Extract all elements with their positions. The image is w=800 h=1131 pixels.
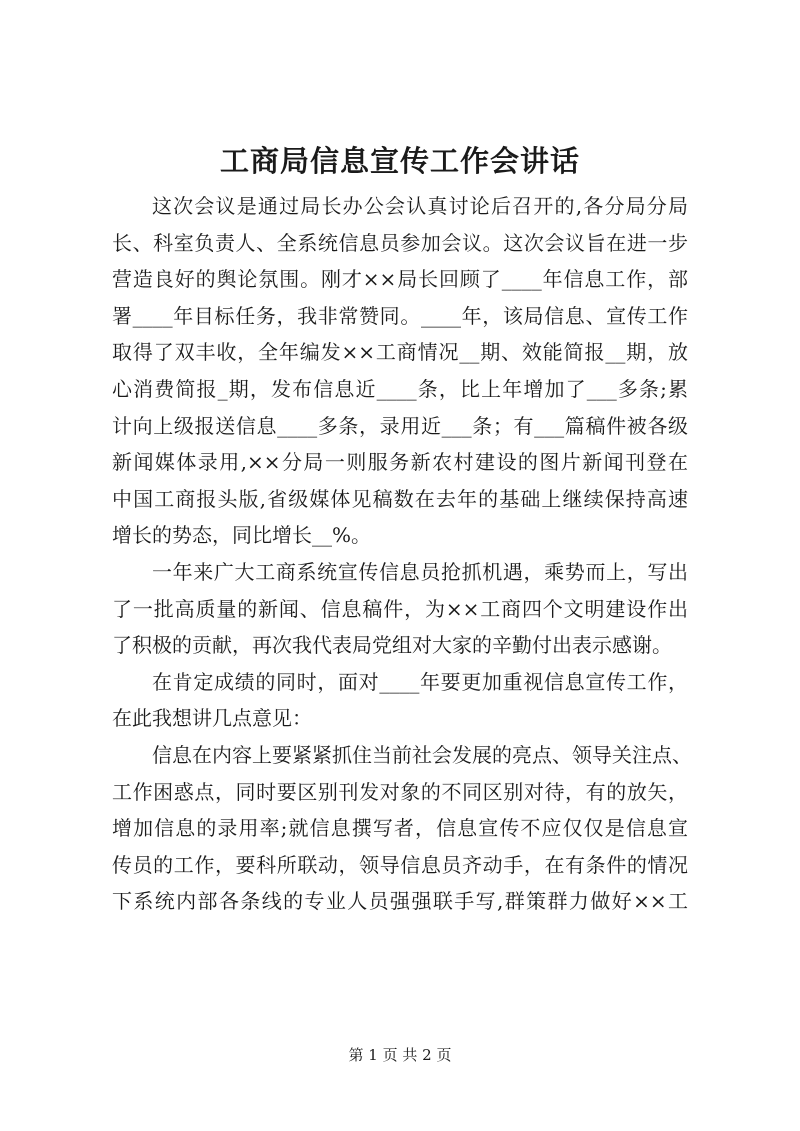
text-line: 长、科室负责人、全系统信息员参加会议。这次会议旨在进一步 xyxy=(112,230,688,255)
text-line: 在此我想讲几点意见： xyxy=(112,706,312,731)
text-line: 取得了双丰收，全年编发××工商情况__期、效能简报__期，放 xyxy=(112,340,688,365)
text-line: 了一批高质量的新闻、信息稿件，为××工商四个文明建设作出 xyxy=(112,596,688,621)
text-line: 新闻媒体录用,××分局一则服务新农村建设的图片新闻刊登在 xyxy=(112,450,688,475)
text-line: 心消费简报_期，发布信息近____条，比上年增加了___多条;累 xyxy=(112,376,688,401)
text-line: 信息在内容上要紧紧抓住当前社会发展的亮点、领导关注点、 xyxy=(152,742,692,767)
text-line: 一年来广大工商系统宣传信息员抢抓机遇，乘势而上，写出 xyxy=(152,559,688,584)
text-line: 传员的工作，要科所联动，领导信息员齐动手，在有条件的情况 xyxy=(112,852,688,877)
document-body xyxy=(112,188,692,920)
paragraph-3 xyxy=(112,664,688,737)
text-line: 署____年目标任务，我非常赞同。____年，该局信息、宣传工作 xyxy=(112,303,688,328)
paragraph-1 xyxy=(112,188,688,554)
text-line: 营造良好的舆论氛围。刚才××局长回顾了____年信息工作，部 xyxy=(112,267,688,292)
text-line: 这次会议是通过局长办公会认真讨论后召开的,各分局分局 xyxy=(152,194,688,218)
page-number-footer: 第 1 页 共 2 页 xyxy=(348,1046,452,1064)
text-line: 在肯定成绩的同时，面对____年要更加重视信息宣传工作， xyxy=(152,669,688,694)
text-line: 中国工商报头版,省级媒体见稿数在去年的基础上继续保持高速 xyxy=(112,486,688,511)
paragraph-2 xyxy=(112,554,688,664)
text-line: 计向上级报送信息____多条，录用近___条；有___篇稿件被各级 xyxy=(112,413,688,438)
text-line: 增长的势态，同比增长__%。 xyxy=(112,523,372,548)
paragraph-4 xyxy=(112,737,692,920)
text-line: 了积极的贡献，再次我代表局党组对大家的辛勤付出表示感谢。 xyxy=(112,633,672,658)
document-title: 工商局信息宣传工作会讲话 xyxy=(219,144,580,178)
text-line: 工作困惑点，同时要区别刊发对象的不同区别对待，有的放矢， xyxy=(112,779,688,804)
text-line: 增加信息的录用率;就信息撰写者，信息宣传不应仅仅是信息宣 xyxy=(112,816,688,841)
text-line: 下系统内部各条线的专业人员强强联手写,群策群力做好××工 xyxy=(112,889,688,914)
